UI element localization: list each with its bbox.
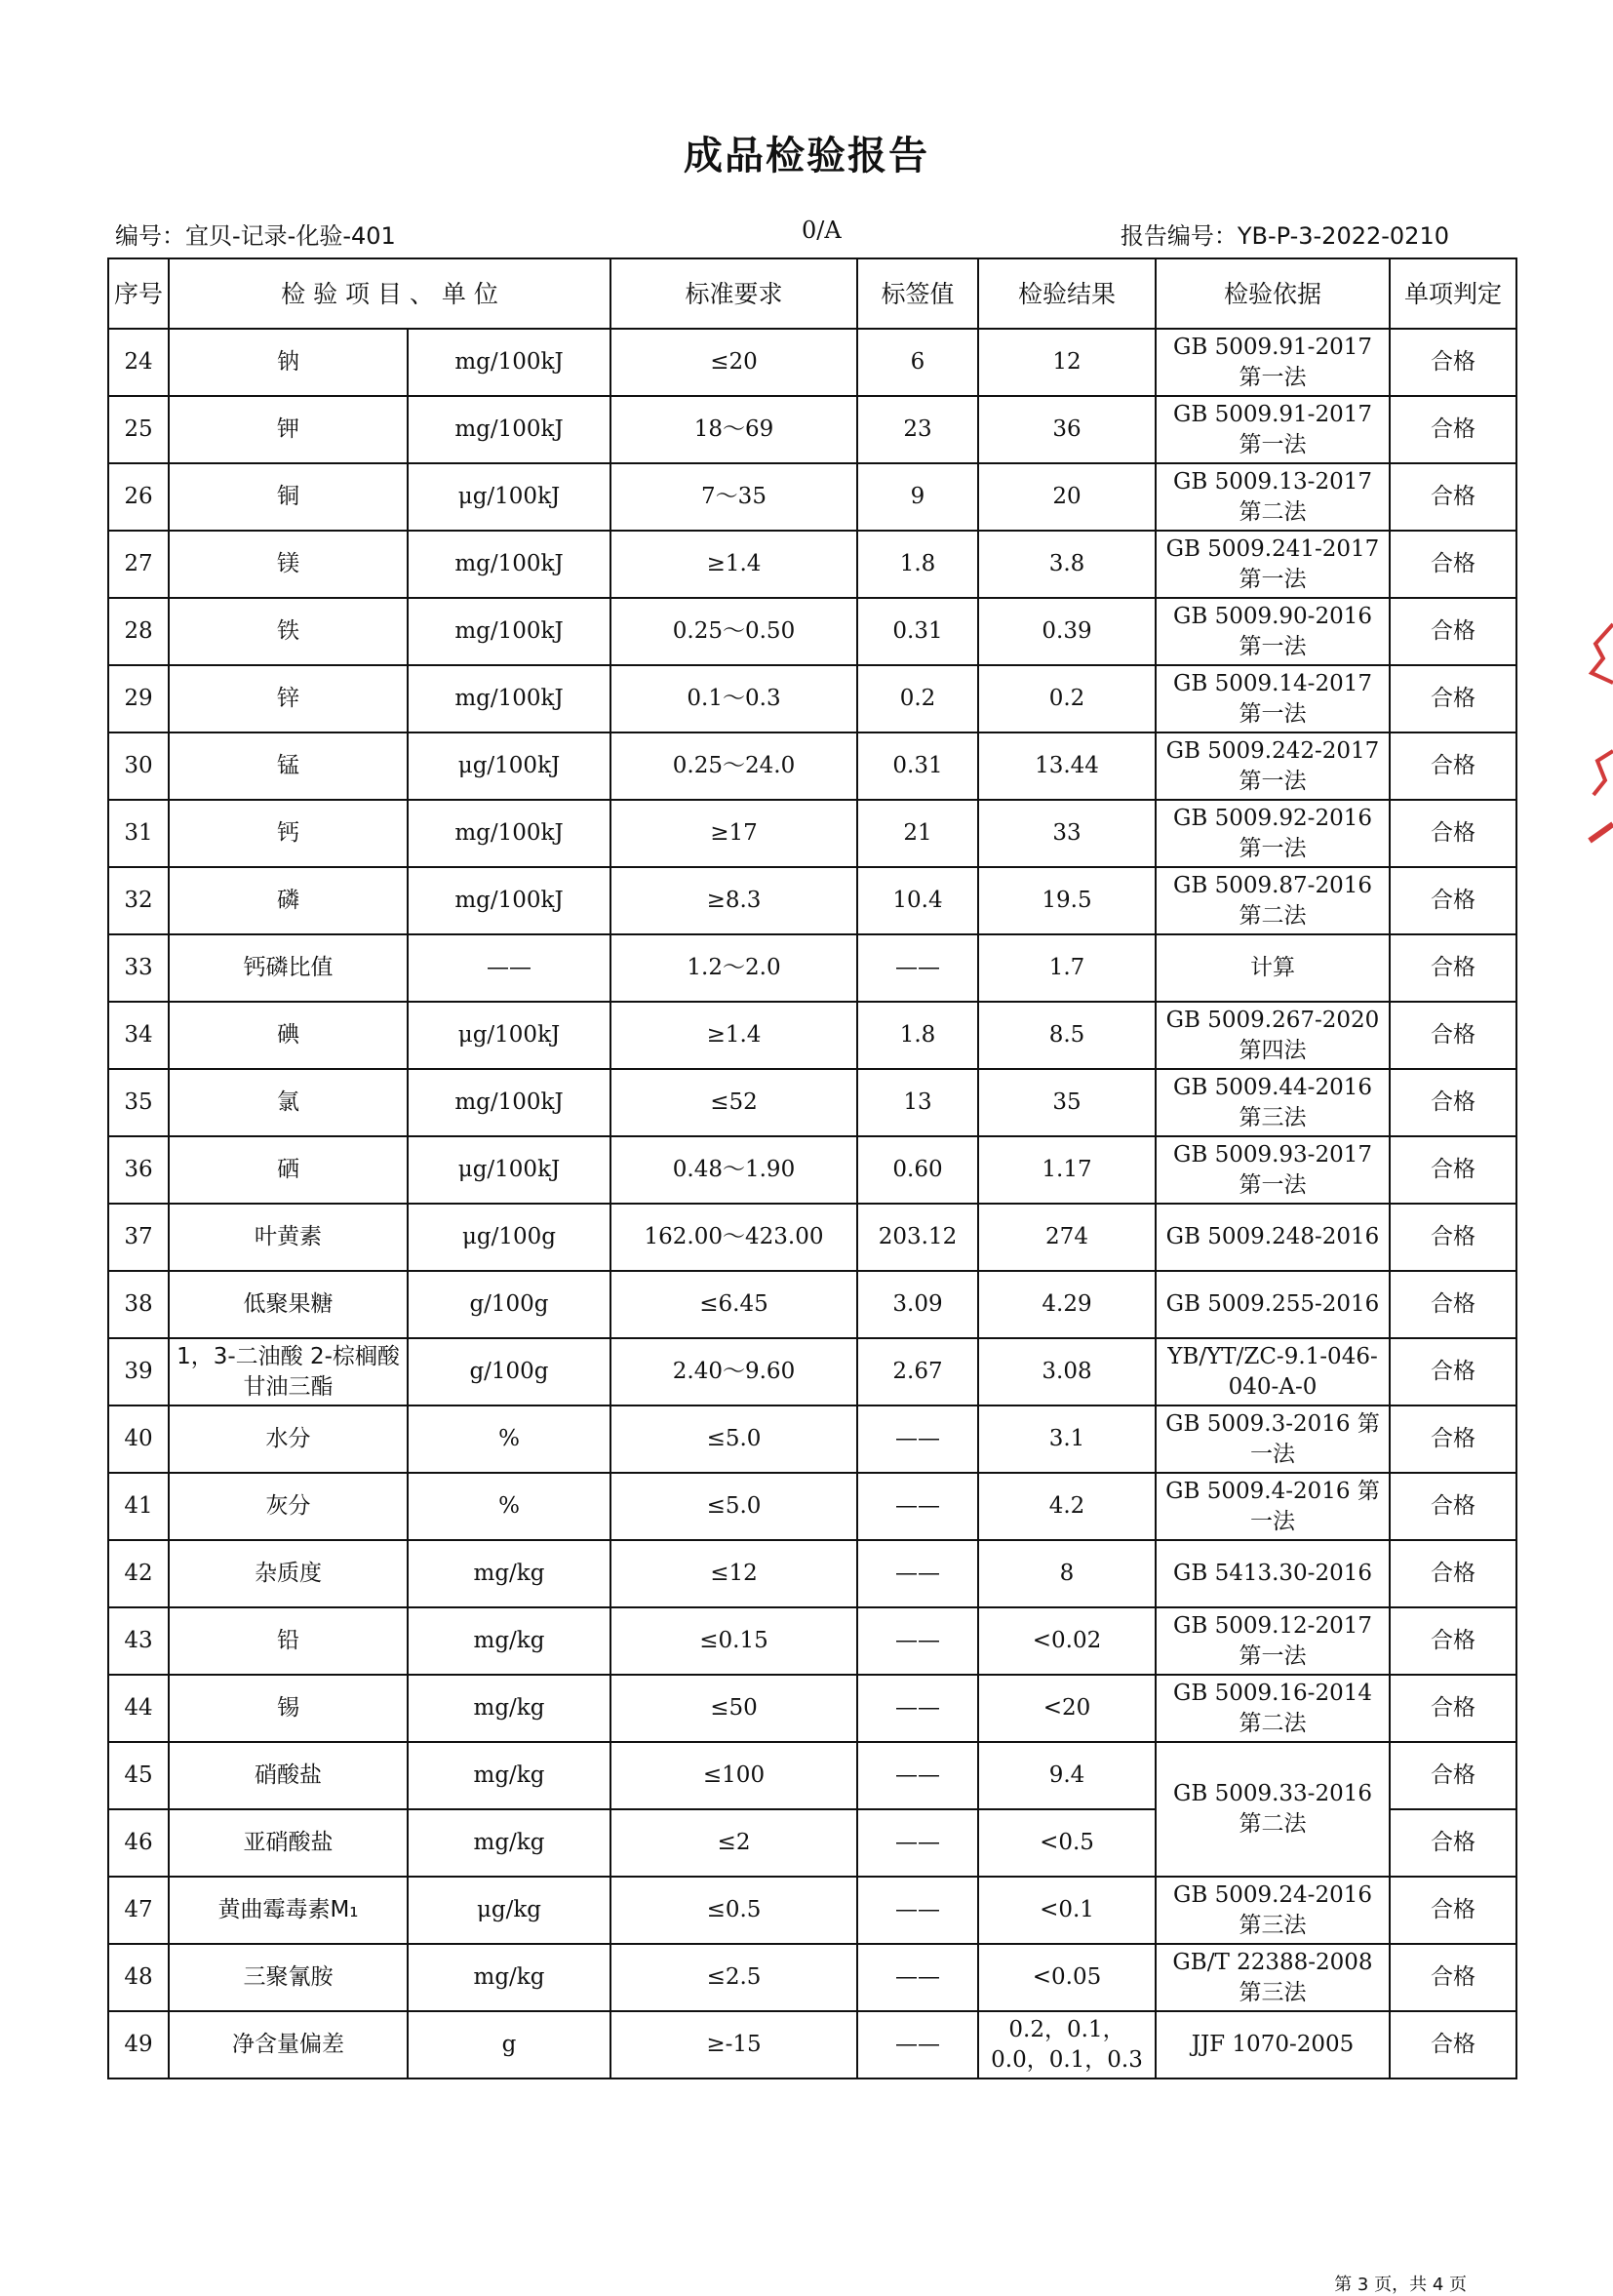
table-row	[108, 1405, 1516, 1473]
row-label-value: 1.8	[857, 531, 978, 598]
row-unit: μg/100kJ	[408, 732, 610, 800]
row-result: 19.5	[978, 867, 1156, 934]
inspection-table	[107, 257, 1517, 2079]
row-unit: %	[408, 1405, 610, 1473]
row-seq: 41	[108, 1473, 169, 1540]
row-item: 杂质度	[169, 1540, 408, 1607]
table-row	[108, 934, 1516, 1002]
row-verdict: 合格	[1390, 598, 1516, 665]
row-verdict: 合格	[1390, 1338, 1516, 1405]
row-item: 磷	[169, 867, 408, 934]
row-verdict: 合格	[1390, 463, 1516, 531]
table-row	[108, 1607, 1516, 1675]
row-unit: mg/kg	[408, 1809, 610, 1877]
row-unit: mg/kg	[408, 1607, 610, 1675]
row-verdict: 合格	[1390, 1540, 1516, 1607]
row-unit: mg/kg	[408, 1944, 610, 2011]
row-label-value: 0.2	[857, 665, 978, 732]
row-unit: mg/100kJ	[408, 665, 610, 732]
row-seq: 28	[108, 598, 169, 665]
row-result: 1.7	[978, 934, 1156, 1002]
row-basis: GB 5009.255-2016	[1156, 1271, 1390, 1338]
header-item-unit: 检 验 项 目 、 单 位	[169, 258, 610, 329]
row-seq: 37	[108, 1204, 169, 1271]
table-header-row	[108, 258, 1516, 329]
row-label-value: ——	[857, 934, 978, 1002]
row-seq: 27	[108, 531, 169, 598]
row-result: 33	[978, 800, 1156, 867]
row-standard: ≥1.4	[610, 1002, 857, 1069]
row-basis: GB 5009.24-2016 第三法	[1156, 1877, 1390, 1944]
row-label-value: 203.12	[857, 1204, 978, 1271]
row-item: 锌	[169, 665, 408, 732]
row-result: <0.5	[978, 1809, 1156, 1877]
header-seq: 序号	[108, 258, 169, 329]
row-basis: GB 5009.16-2014 第二法	[1156, 1675, 1390, 1742]
row-seq: 34	[108, 1002, 169, 1069]
table-row	[108, 1675, 1516, 1742]
row-item: 碘	[169, 1002, 408, 1069]
row-item: 钠	[169, 329, 408, 396]
table-row	[108, 1742, 1516, 1809]
row-verdict: 合格	[1390, 867, 1516, 934]
table-row	[108, 1002, 1516, 1069]
table-row	[108, 1540, 1516, 1607]
row-verdict: 合格	[1390, 396, 1516, 463]
row-label-value: 23	[857, 396, 978, 463]
row-item: 水分	[169, 1405, 408, 1473]
row-label-value: ——	[857, 1944, 978, 2011]
row-basis: GB/T 22388-2008 第三法	[1156, 1944, 1390, 2011]
row-item: 净含量偏差	[169, 2011, 408, 2078]
row-standard: 0.25～24.0	[610, 732, 857, 800]
row-unit: mg/100kJ	[408, 396, 610, 463]
row-label-value: 0.60	[857, 1136, 978, 1204]
row-verdict: 合格	[1390, 2011, 1516, 2078]
row-standard: ≥8.3	[610, 867, 857, 934]
row-item: 铁	[169, 598, 408, 665]
row-unit: g/100g	[408, 1338, 610, 1405]
header-label: 标签值	[857, 258, 978, 329]
row-basis: GB 5009.13-2017 第二法	[1156, 463, 1390, 531]
row-basis: GB 5009.91-2017 第一法	[1156, 329, 1390, 396]
row-item: 硒	[169, 1136, 408, 1204]
row-seq: 29	[108, 665, 169, 732]
row-result: 8	[978, 1540, 1156, 1607]
row-label-value: ——	[857, 1473, 978, 1540]
row-unit: mg/100kJ	[408, 800, 610, 867]
row-seq: 46	[108, 1809, 169, 1877]
row-unit: g	[408, 2011, 610, 2078]
row-result: 35	[978, 1069, 1156, 1136]
row-seq: 48	[108, 1944, 169, 2011]
row-item: 三聚氰胺	[169, 1944, 408, 2011]
table-row	[108, 2011, 1516, 2078]
row-standard: 0.25～0.50	[610, 598, 857, 665]
row-basis: GB 5009.267-2020 第四法	[1156, 1002, 1390, 1069]
table-row	[108, 1877, 1516, 1944]
row-standard: 0.48～1.90	[610, 1136, 857, 1204]
table-row	[108, 396, 1516, 463]
row-standard: 0.1～0.3	[610, 665, 857, 732]
row-standard: 1.2～2.0	[610, 934, 857, 1002]
row-unit: mg/100kJ	[408, 531, 610, 598]
row-label-value: 0.31	[857, 598, 978, 665]
row-item: 镁	[169, 531, 408, 598]
row-standard: ≤52	[610, 1069, 857, 1136]
row-seq: 38	[108, 1271, 169, 1338]
table-row	[108, 1473, 1516, 1540]
row-standard: ≥-15	[610, 2011, 857, 2078]
header-result: 检验结果	[978, 258, 1156, 329]
row-result: 0.39	[978, 598, 1156, 665]
table-row	[108, 1136, 1516, 1204]
row-basis: GB 5413.30-2016	[1156, 1540, 1390, 1607]
table-row	[108, 665, 1516, 732]
row-item: 亚硝酸盐	[169, 1809, 408, 1877]
row-label-value: ——	[857, 1540, 978, 1607]
row-standard: ≤6.45	[610, 1271, 857, 1338]
row-basis: YB/YT/ZC-9.1-046-040-A-0	[1156, 1338, 1390, 1405]
row-standard: ≤12	[610, 1540, 857, 1607]
row-result: 0.2，0.1，0.0，0.1，0.3	[978, 2011, 1156, 2078]
row-label-value: 0.31	[857, 732, 978, 800]
row-standard: 7～35	[610, 463, 857, 531]
row-basis: GB 5009.242-2017 第一法	[1156, 732, 1390, 800]
report-number: 报告编号：YB-P-3-2022-0210	[1120, 222, 1449, 250]
row-standard: ≤2.5	[610, 1944, 857, 2011]
row-label-value: 10.4	[857, 867, 978, 934]
row-unit: mg/100kJ	[408, 598, 610, 665]
row-seq: 42	[108, 1540, 169, 1607]
row-basis: GB 5009.90-2016 第一法	[1156, 598, 1390, 665]
row-result: 8.5	[978, 1002, 1156, 1069]
row-label-value: ——	[857, 1607, 978, 1675]
row-unit: μg/100kJ	[408, 1002, 610, 1069]
row-result: 274	[978, 1204, 1156, 1271]
row-basis: JJF 1070-2005	[1156, 2011, 1390, 2078]
table-row	[108, 1271, 1516, 1338]
row-standard: 18～69	[610, 396, 857, 463]
row-item: 氯	[169, 1069, 408, 1136]
row-standard: ≤5.0	[610, 1473, 857, 1540]
row-result: 13.44	[978, 732, 1156, 800]
row-standard: ≤20	[610, 329, 857, 396]
row-verdict: 合格	[1390, 531, 1516, 598]
row-item: 黄曲霉毒素M₁	[169, 1877, 408, 1944]
row-label-value: ——	[857, 1405, 978, 1473]
row-standard: 162.00～423.00	[610, 1204, 857, 1271]
row-result: 3.08	[978, 1338, 1156, 1405]
row-verdict: 合格	[1390, 1742, 1516, 1809]
row-verdict: 合格	[1390, 665, 1516, 732]
row-unit: %	[408, 1473, 610, 1540]
report-title: 成品检验报告	[684, 134, 929, 178]
row-verdict: 合格	[1390, 1405, 1516, 1473]
row-unit: μg/100kJ	[408, 463, 610, 531]
table-row	[108, 732, 1516, 800]
row-label-value: 9	[857, 463, 978, 531]
row-item: 钙磷比值	[169, 934, 408, 1002]
row-seq: 32	[108, 867, 169, 934]
row-verdict: 合格	[1390, 934, 1516, 1002]
row-result: 3.1	[978, 1405, 1156, 1473]
row-label-value: 21	[857, 800, 978, 867]
row-unit: mg/100kJ	[408, 329, 610, 396]
row-result: 4.2	[978, 1473, 1156, 1540]
row-seq: 47	[108, 1877, 169, 1944]
row-basis: 计算	[1156, 934, 1390, 1002]
row-unit: μg/100g	[408, 1204, 610, 1271]
version-label: 0/A	[802, 217, 842, 244]
row-standard: ≤5.0	[610, 1405, 857, 1473]
row-result: 9.4	[978, 1742, 1156, 1809]
row-result: <20	[978, 1675, 1156, 1742]
row-seq: 30	[108, 732, 169, 800]
row-standard: ≥17	[610, 800, 857, 867]
row-item: 钙	[169, 800, 408, 867]
row-verdict: 合格	[1390, 1607, 1516, 1675]
row-item: 灰分	[169, 1473, 408, 1540]
row-label-value: ——	[857, 1877, 978, 1944]
row-verdict: 合格	[1390, 1204, 1516, 1271]
row-result: 3.8	[978, 531, 1156, 598]
row-label-value: 3.09	[857, 1271, 978, 1338]
record-number: 编号：宜贝-记录-化验-401	[115, 222, 396, 250]
row-label-value: ——	[857, 1675, 978, 1742]
row-basis: GB 5009.3-2016 第一法	[1156, 1405, 1390, 1473]
row-basis: GB 5009.87-2016 第二法	[1156, 867, 1390, 934]
row-basis: GB 5009.248-2016	[1156, 1204, 1390, 1271]
row-verdict: 合格	[1390, 1002, 1516, 1069]
row-result: <0.1	[978, 1877, 1156, 1944]
row-basis: GB 5009.4-2016 第一法	[1156, 1473, 1390, 1540]
row-result: 1.17	[978, 1136, 1156, 1204]
row-item: 低聚果糖	[169, 1271, 408, 1338]
row-item: 锰	[169, 732, 408, 800]
row-basis: GB 5009.44-2016 第三法	[1156, 1069, 1390, 1136]
row-result: 0.2	[978, 665, 1156, 732]
header-verdict: 单项判定	[1390, 258, 1516, 329]
row-basis: GB 5009.14-2017 第一法	[1156, 665, 1390, 732]
row-result: 4.29	[978, 1271, 1156, 1338]
row-unit: μg/100kJ	[408, 1136, 610, 1204]
row-seq: 40	[108, 1405, 169, 1473]
header-basis: 检验依据	[1156, 258, 1390, 329]
row-standard: ≤50	[610, 1675, 857, 1742]
row-standard: 2.40～9.60	[610, 1338, 857, 1405]
row-verdict: 合格	[1390, 1136, 1516, 1204]
table-row	[108, 1204, 1516, 1271]
row-label-value: ——	[857, 1809, 978, 1877]
row-item: 硝酸盐	[169, 1742, 408, 1809]
row-unit: ——	[408, 934, 610, 1002]
row-result: <0.05	[978, 1944, 1156, 2011]
row-item: 铅	[169, 1607, 408, 1675]
row-seq: 31	[108, 800, 169, 867]
row-verdict: 合格	[1390, 329, 1516, 396]
row-unit: mg/kg	[408, 1540, 610, 1607]
row-unit: mg/kg	[408, 1742, 610, 1809]
row-basis: GB 5009.92-2016 第一法	[1156, 800, 1390, 867]
table-row	[108, 329, 1516, 396]
table-row	[108, 800, 1516, 867]
row-verdict: 合格	[1390, 732, 1516, 800]
row-standard: ≤0.15	[610, 1607, 857, 1675]
row-unit: g/100g	[408, 1271, 610, 1338]
row-unit: mg/100kJ	[408, 867, 610, 934]
row-item: 铜	[169, 463, 408, 531]
row-verdict: 合格	[1390, 1271, 1516, 1338]
row-seq: 49	[108, 2011, 169, 2078]
row-verdict: 合格	[1390, 1809, 1516, 1877]
row-result: <0.02	[978, 1607, 1156, 1675]
table-row	[108, 1338, 1516, 1405]
row-item: 锡	[169, 1675, 408, 1742]
row-seq: 24	[108, 329, 169, 396]
row-basis: GB 5009.12-2017 第一法	[1156, 1607, 1390, 1675]
row-label-value: 1.8	[857, 1002, 978, 1069]
row-basis: GB 5009.93-2017 第一法	[1156, 1136, 1390, 1204]
row-verdict: 合格	[1390, 1473, 1516, 1540]
row-basis: GB 5009.33-2016 第二法	[1156, 1742, 1390, 1877]
row-seq: 45	[108, 1742, 169, 1809]
row-standard: ≤2	[610, 1809, 857, 1877]
row-label-value: ——	[857, 2011, 978, 2078]
row-result: 12	[978, 329, 1156, 396]
header-standard: 标准要求	[610, 258, 857, 329]
row-result: 20	[978, 463, 1156, 531]
row-unit: μg/kg	[408, 1877, 610, 1944]
row-item: 叶黄素	[169, 1204, 408, 1271]
row-verdict: 合格	[1390, 1877, 1516, 1944]
row-result: 36	[978, 396, 1156, 463]
row-standard: ≥1.4	[610, 531, 857, 598]
row-unit: mg/100kJ	[408, 1069, 610, 1136]
row-seq: 25	[108, 396, 169, 463]
row-basis: GB 5009.241-2017 第一法	[1156, 531, 1390, 598]
row-seq: 35	[108, 1069, 169, 1136]
row-standard: ≤100	[610, 1742, 857, 1809]
table-row	[108, 1069, 1516, 1136]
table-row	[108, 1944, 1516, 2011]
row-item: 1，3-二油酸 2-棕榈酸甘油三酯	[169, 1338, 408, 1405]
row-seq: 36	[108, 1136, 169, 1204]
row-standard: ≤0.5	[610, 1877, 857, 1944]
row-seq: 39	[108, 1338, 169, 1405]
row-verdict: 合格	[1390, 1675, 1516, 1742]
row-label-value: 13	[857, 1069, 978, 1136]
table-row	[108, 867, 1516, 934]
row-basis: GB 5009.91-2017 第一法	[1156, 396, 1390, 463]
page-number: 第 3 页，共 4 页	[1334, 2275, 1467, 2295]
table-row	[108, 531, 1516, 598]
row-seq: 33	[108, 934, 169, 1002]
table-row	[108, 598, 1516, 665]
row-seq: 26	[108, 463, 169, 531]
row-label-value: 2.67	[857, 1338, 978, 1405]
red-stamp-fragment	[1584, 614, 1613, 849]
row-seq: 44	[108, 1675, 169, 1742]
row-verdict: 合格	[1390, 1944, 1516, 2011]
row-seq: 43	[108, 1607, 169, 1675]
row-label-value: ——	[857, 1742, 978, 1809]
table-row	[108, 463, 1516, 531]
row-label-value: 6	[857, 329, 978, 396]
row-item: 钾	[169, 396, 408, 463]
row-unit: mg/kg	[408, 1675, 610, 1742]
row-verdict: 合格	[1390, 1069, 1516, 1136]
row-verdict: 合格	[1390, 800, 1516, 867]
